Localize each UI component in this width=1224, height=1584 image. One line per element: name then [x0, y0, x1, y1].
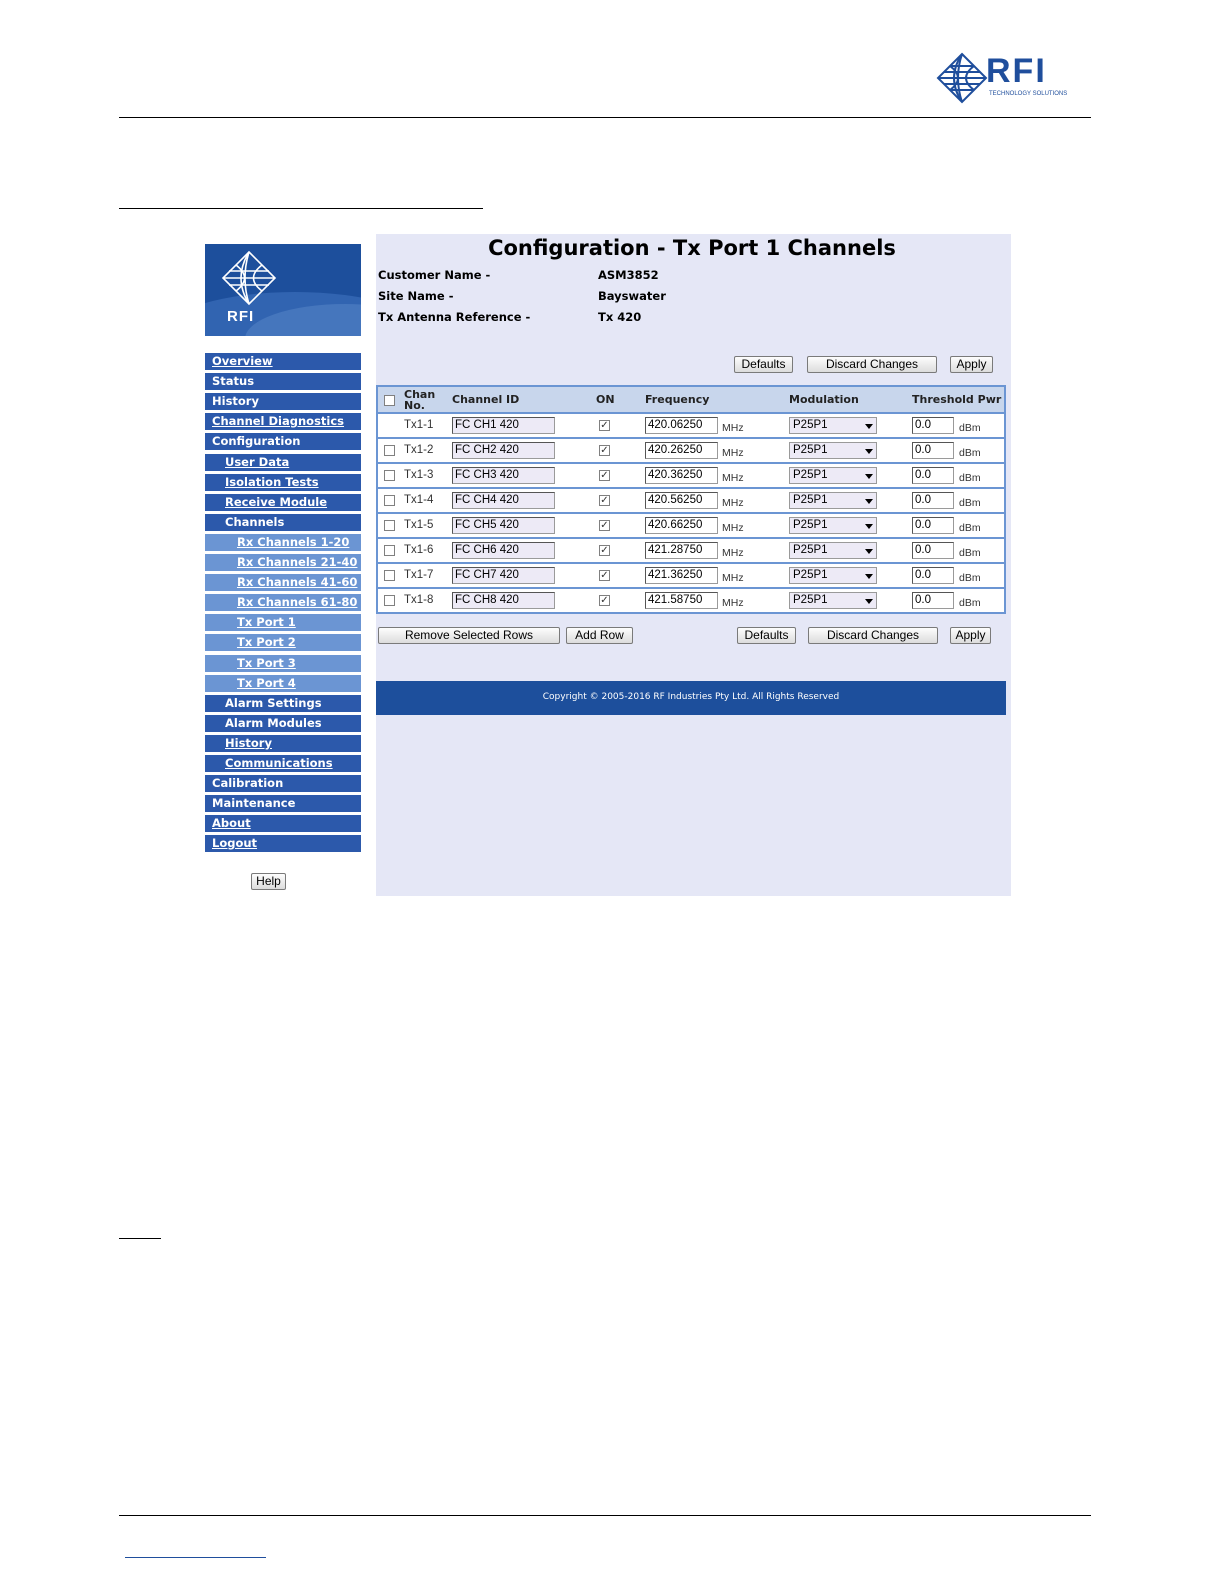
- nav-item-configuration[interactable]: [205, 433, 361, 450]
- modulation-value: P25P1: [793, 544, 828, 556]
- row-select-checkbox[interactable]: [384, 545, 395, 556]
- on-checkbox[interactable]: ✓: [600, 420, 609, 431]
- frequency-unit: MHz: [722, 497, 744, 509]
- channels-table: [376, 385, 1006, 614]
- nav-item-history[interactable]: [205, 735, 361, 752]
- modulation-select[interactable]: [789, 517, 877, 534]
- threshold-unit: dBm: [959, 522, 981, 534]
- frequency-input[interactable]: 420.56250: [645, 492, 718, 509]
- defaults-button-top[interactable]: Defaults: [734, 356, 793, 373]
- modulation-select[interactable]: [789, 592, 877, 609]
- modulation-select[interactable]: [789, 417, 877, 434]
- help-button[interactable]: Help: [251, 873, 286, 890]
- add-row-button[interactable]: Add Row: [566, 627, 633, 644]
- copyright-footer: Copyright © 2005-2016 RF Industries Pty Ltd. All Rights Reserved: [376, 681, 1006, 715]
- apply-button-bottom[interactable]: Apply: [950, 627, 991, 644]
- modulation-value: P25P1: [793, 494, 828, 506]
- nav-item-label: Tx Port 1: [237, 615, 296, 629]
- channel-id-input[interactable]: FC CH1 420: [452, 417, 555, 434]
- threshold-input[interactable]: 0.0: [912, 442, 954, 459]
- defaults-button-bottom[interactable]: Defaults: [737, 627, 796, 644]
- threshold-unit: dBm: [959, 572, 981, 584]
- threshold-unit: dBm: [959, 547, 981, 559]
- nav-item-label: Rx Channels 41-60: [237, 575, 358, 589]
- threshold-unit: dBm: [959, 472, 981, 484]
- col-threshold-pwr: Threshold Pwr: [912, 393, 1002, 406]
- nav-item-label: About: [212, 816, 251, 830]
- nav-item-label: Alarm Modules: [225, 716, 322, 730]
- chevron-down-icon: [865, 424, 873, 429]
- row-select-checkbox[interactable]: [384, 445, 395, 456]
- nav-item-label: Logout: [212, 836, 258, 850]
- nav-item-tx-port-4[interactable]: [205, 675, 361, 692]
- threshold-input[interactable]: 0.0: [912, 542, 954, 559]
- row-select-checkbox[interactable]: [384, 520, 395, 531]
- frequency-input[interactable]: 421.36250: [645, 567, 718, 584]
- logo-tagline: TECHNOLOGY SOLUTIONS: [989, 91, 1068, 97]
- site-name-value: Bayswater: [598, 289, 666, 303]
- nav-item-tx-port-1[interactable]: [205, 614, 361, 631]
- nav-item-label: Channels: [225, 515, 285, 529]
- frequency-input[interactable]: 421.58750: [645, 592, 718, 609]
- modulation-value: P25P1: [793, 594, 828, 606]
- nav-item-maintenance[interactable]: [205, 795, 361, 812]
- on-checkbox[interactable]: ✓: [600, 595, 609, 606]
- nav-item-label: Rx Channels 1-20: [237, 535, 350, 549]
- nav-item-label: Alarm Settings: [225, 696, 322, 710]
- header-rule: [119, 117, 1091, 118]
- row-select-checkbox[interactable]: [384, 570, 395, 581]
- nav-item-channel-diagnostics[interactable]: [205, 413, 361, 430]
- on-checkbox[interactable]: ✓: [600, 520, 609, 531]
- discard-changes-button-bottom[interactable]: Discard Changes: [808, 627, 938, 644]
- chan-no: Tx1-4: [404, 494, 434, 506]
- chevron-down-icon: [865, 449, 873, 454]
- nav-item-label: Tx Port 4: [237, 676, 296, 690]
- frequency-input[interactable]: 421.28750: [645, 542, 718, 559]
- nav-item-label: History: [212, 394, 259, 408]
- chevron-down-icon: [865, 574, 873, 579]
- channel-id-input[interactable]: FC CH3 420: [452, 467, 555, 484]
- threshold-unit: dBm: [959, 597, 981, 609]
- nav-item-status[interactable]: [205, 373, 361, 390]
- nav-item-label: User Data: [225, 455, 290, 469]
- channel-id-input[interactable]: FC CH8 420: [452, 592, 555, 609]
- nav-item-communications[interactable]: [205, 755, 361, 772]
- table-row: [378, 462, 1004, 487]
- threshold-input[interactable]: 0.0: [912, 592, 954, 609]
- threshold-unit: dBm: [959, 447, 981, 459]
- on-checkbox[interactable]: ✓: [600, 470, 609, 481]
- nav-item-label: Configuration: [212, 434, 301, 448]
- nav-item-label: Calibration: [212, 776, 284, 790]
- threshold-unit: dBm: [959, 497, 981, 509]
- nav-item-user-data[interactable]: [205, 454, 361, 471]
- frequency-unit: MHz: [722, 422, 744, 434]
- nav-item-tx-port-3[interactable]: [205, 655, 361, 672]
- chevron-down-icon: [865, 599, 873, 604]
- note-underline: [119, 1238, 161, 1239]
- modulation-select[interactable]: [789, 492, 877, 509]
- modulation-select[interactable]: [789, 567, 877, 584]
- chan-no: Tx1-2: [404, 444, 434, 456]
- customer-name-label: Customer Name -: [378, 268, 491, 282]
- on-checkbox[interactable]: ✓: [600, 545, 609, 556]
- nav-item-about[interactable]: [205, 815, 361, 832]
- frequency-input[interactable]: 420.06250: [645, 417, 718, 434]
- table-row: [378, 412, 1004, 437]
- channel-id-input[interactable]: FC CH2 420: [452, 442, 555, 459]
- select-all-checkbox[interactable]: [384, 395, 395, 406]
- company-logo: [936, 52, 1066, 104]
- apply-button-top[interactable]: Apply: [950, 356, 993, 373]
- table-row: [378, 437, 1004, 462]
- nav-item-label: Tx Port 3: [237, 656, 296, 670]
- on-checkbox[interactable]: ✓: [600, 445, 609, 456]
- page-title: Configuration - Tx Port 1 Channels: [488, 236, 896, 260]
- chan-no: Tx1-7: [404, 569, 434, 581]
- threshold-input[interactable]: 0.0: [912, 417, 954, 434]
- table-row: [378, 537, 1004, 562]
- frequency-input[interactable]: 420.26250: [645, 442, 718, 459]
- modulation-value: P25P1: [793, 519, 828, 531]
- nav-item-label: Isolation Tests: [225, 475, 319, 489]
- row-select-checkbox[interactable]: [384, 495, 395, 506]
- footer-link-underline: [125, 1557, 266, 1558]
- logo-diamond-icon: [936, 52, 988, 104]
- table-row: [378, 487, 1004, 512]
- col-frequency: Frequency: [645, 393, 710, 406]
- customer-name-value: ASM3852: [598, 268, 659, 282]
- frequency-unit: MHz: [722, 547, 744, 559]
- frequency-unit: MHz: [722, 447, 744, 459]
- col-chan-no-line2: No.: [404, 399, 425, 412]
- nav-item-label: Overview: [212, 354, 273, 368]
- chan-no: Tx1-5: [404, 519, 434, 531]
- nav-item-alarm-modules[interactable]: [205, 715, 361, 732]
- on-checkbox[interactable]: ✓: [600, 495, 609, 506]
- antenna-reference-value: Tx 420: [598, 310, 642, 324]
- nav-item-receive-module[interactable]: [205, 494, 361, 511]
- frequency-unit: MHz: [722, 597, 744, 609]
- channel-id-input[interactable]: FC CH5 420: [452, 517, 555, 534]
- chan-no: Tx1-3: [404, 469, 434, 481]
- modulation-value: P25P1: [793, 469, 828, 481]
- chevron-down-icon: [865, 499, 873, 504]
- row-select-checkbox[interactable]: [384, 595, 395, 606]
- frequency-input[interactable]: 420.36250: [645, 467, 718, 484]
- nav-item-label: Maintenance: [212, 796, 296, 810]
- modulation-value: P25P1: [793, 419, 828, 431]
- nav-item-label: History: [225, 736, 272, 750]
- frequency-unit: MHz: [722, 472, 744, 484]
- chan-no: Tx1-8: [404, 594, 434, 606]
- nav-item-label: Receive Module: [225, 495, 328, 509]
- table-row: [378, 562, 1004, 587]
- nav-item-label: Communications: [225, 756, 333, 770]
- site-name-label: Site Name -: [378, 289, 454, 303]
- table-row: [378, 587, 1004, 612]
- nav-item-label: Rx Channels 61-80: [237, 595, 358, 609]
- col-chan-no-line1: Chan: [404, 388, 436, 401]
- table-row: [378, 512, 1004, 537]
- nav-item-label: Channel Diagnostics: [212, 414, 345, 428]
- nav-item-label: Status: [212, 374, 255, 388]
- sidebar-logo: [205, 244, 361, 336]
- nav-item-label: Tx Port 2: [237, 635, 296, 649]
- frequency-unit: MHz: [722, 522, 744, 534]
- channel-id-input[interactable]: FC CH4 420: [452, 492, 555, 509]
- table-header: [378, 387, 1004, 412]
- threshold-input[interactable]: 0.0: [912, 517, 954, 534]
- channel-id-input[interactable]: FC CH7 420: [452, 567, 555, 584]
- threshold-unit: dBm: [959, 422, 981, 434]
- chan-no: Tx1-1: [404, 419, 434, 431]
- threshold-input[interactable]: 0.0: [912, 492, 954, 509]
- row-select-checkbox[interactable]: [384, 470, 395, 481]
- footer-rule: [119, 1515, 1091, 1516]
- on-checkbox[interactable]: ✓: [600, 570, 609, 581]
- nav-item-isolation-tests[interactable]: [205, 474, 361, 491]
- nav-item-rx-channels-1-20[interactable]: [205, 534, 361, 551]
- chevron-down-icon: [865, 549, 873, 554]
- nav-item-rx-channels-41-60[interactable]: [205, 574, 361, 591]
- threshold-input[interactable]: 0.0: [912, 567, 954, 584]
- chevron-down-icon: [865, 524, 873, 529]
- nav-item-logout[interactable]: [205, 835, 361, 852]
- nav-item-tx-port-2[interactable]: [205, 634, 361, 651]
- antenna-logo-icon: [219, 250, 279, 306]
- chevron-down-icon: [865, 474, 873, 479]
- chan-no: Tx1-6: [404, 544, 434, 556]
- frequency-unit: MHz: [722, 572, 744, 584]
- modulation-select[interactable]: [789, 467, 877, 484]
- modulation-select[interactable]: [789, 442, 877, 459]
- nav-item-rx-channels-61-80[interactable]: [205, 594, 361, 611]
- modulation-select[interactable]: [789, 542, 877, 559]
- remove-selected-rows-button[interactable]: Remove Selected Rows: [378, 627, 560, 644]
- section-underline: [119, 208, 483, 209]
- channel-id-input[interactable]: FC CH6 420: [452, 542, 555, 559]
- nav-item-label: Rx Channels 21-40: [237, 555, 358, 569]
- logo-wordmark: RFI: [986, 52, 1047, 90]
- threshold-input[interactable]: 0.0: [912, 467, 954, 484]
- col-on: ON: [596, 393, 615, 406]
- modulation-value: P25P1: [793, 569, 828, 581]
- col-channel-id: Channel ID: [452, 393, 520, 406]
- nav-item-history[interactable]: [205, 393, 361, 410]
- col-modulation: Modulation: [789, 393, 859, 406]
- discard-changes-button-top[interactable]: Discard Changes: [807, 356, 937, 373]
- nav-item-calibration[interactable]: [205, 775, 361, 792]
- antenna-reference-label: Tx Antenna Reference -: [378, 310, 531, 324]
- nav-item-alarm-settings[interactable]: [205, 695, 361, 712]
- nav-item-channels[interactable]: [205, 514, 361, 531]
- sidebar-logo-text: RFI: [227, 308, 255, 325]
- nav-item-rx-channels-21-40[interactable]: [205, 554, 361, 571]
- nav-item-overview[interactable]: [205, 353, 361, 370]
- modulation-value: P25P1: [793, 444, 828, 456]
- frequency-input[interactable]: 420.66250: [645, 517, 718, 534]
